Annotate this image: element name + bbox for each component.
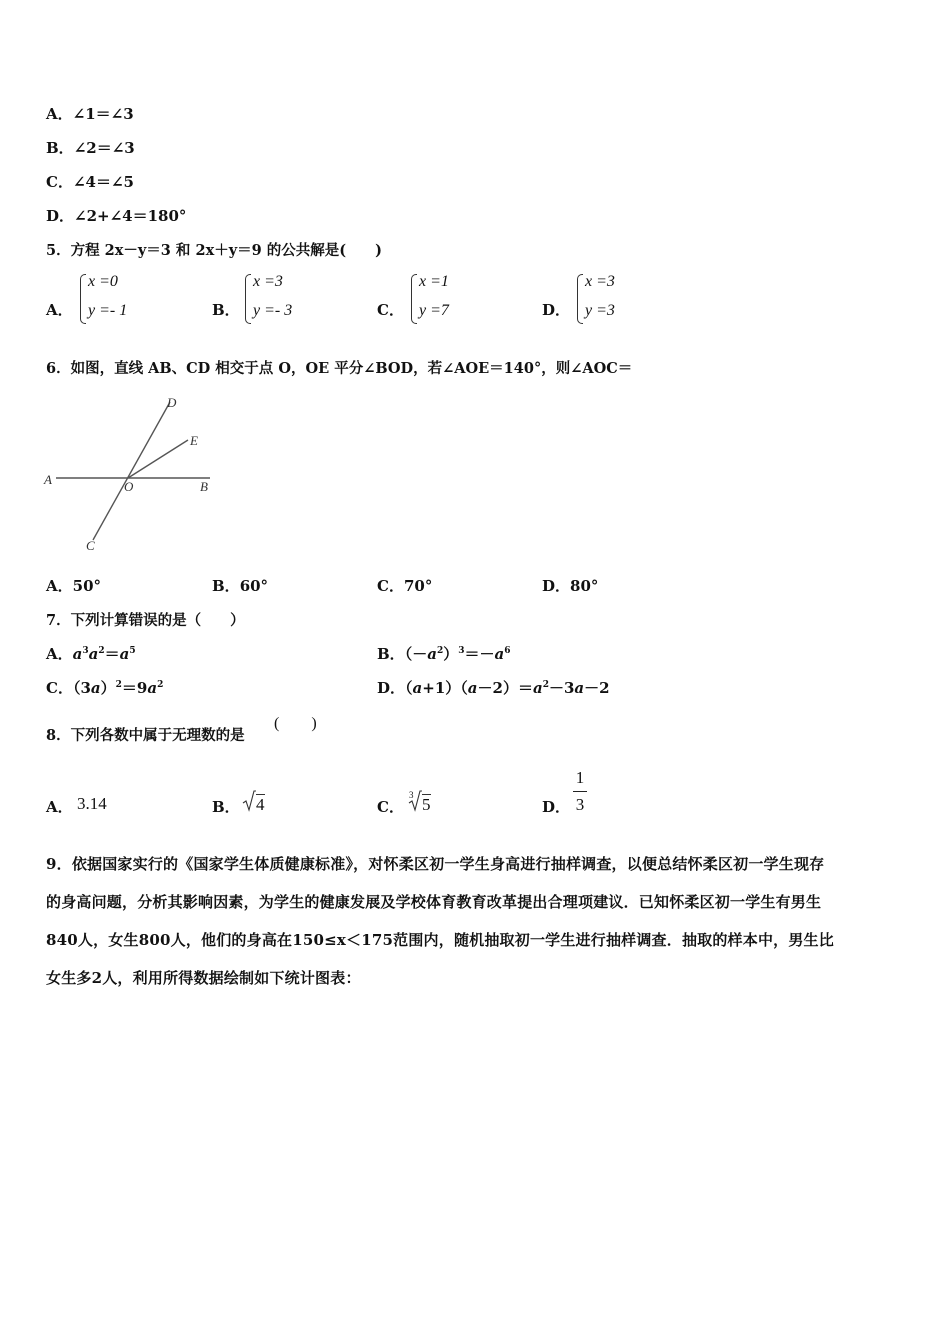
ray-oe	[128, 440, 188, 478]
q6-option-a: A．50°	[46, 577, 102, 595]
q9-line-1: 9．依据国家实行的《国家学生体质健康标准》，对怀柔区初一学生身高进行抽样调查，以便总结怀柔区初一学生现存	[46, 855, 825, 873]
brace-icon	[80, 274, 86, 324]
cube-root-icon	[408, 789, 422, 813]
q7-option-d: D．$(a+1)(a-2)=a^2-3a-2$	[377, 679, 610, 697]
q4-option-d: D．∠2+∠4＝180°	[46, 207, 187, 225]
brace-icon	[411, 274, 417, 324]
q6-option-c: C．70°	[377, 577, 433, 595]
q9-line-4: 女生多2人，利用所得数据绘制如下统计图表：	[46, 969, 361, 987]
q8-answer-paren: ( )	[274, 715, 317, 732]
intersecting-lines-figure	[40, 390, 220, 560]
q7-option-a: A．$a^3a^2=a^5$	[46, 645, 136, 663]
label-d: D	[167, 395, 177, 410]
q6-option-d: D．80°	[542, 577, 599, 595]
label-a: A	[44, 472, 52, 487]
q4-option-a: A．∠1＝∠3	[46, 105, 134, 123]
label-b: B	[200, 479, 208, 494]
label-c: C	[86, 538, 95, 553]
q7-option-b: B．$(-a^2)^3=-a^6$	[377, 645, 511, 663]
q6-stem: 6．如图，直线 AB、CD 相交于点 O，OE 平分∠BOD，若∠AOE＝140°，则∠AOC＝	[46, 360, 633, 377]
q9-line-2: 的身高问题，分析其影响因素，为学生的健康发展及学校体育教育改革提出合理项建议．已知怀柔区初一学生有男生	[46, 893, 822, 911]
q6-option-b: B．60°	[212, 577, 269, 595]
q4-option-c: C．∠4＝∠5	[46, 173, 134, 191]
brace-icon	[245, 274, 251, 324]
square-root-icon	[242, 789, 256, 813]
q4-option-b: B．∠2＝∠3	[46, 139, 135, 157]
q7-option-c: C．$(3a)^2=9a^2$	[46, 679, 164, 697]
fraction: 1 3	[572, 768, 588, 815]
q5-stem: 5．方程 2x－y＝3 和 2x＋y＝9 的公共解是( )	[46, 242, 382, 259]
line-cd	[93, 402, 170, 540]
q7-stem: 7．下列计算错误的是（ ）	[46, 612, 245, 629]
brace-icon	[577, 274, 583, 324]
label-o: O	[124, 479, 134, 494]
label-e: E	[190, 433, 198, 448]
q9-line-3: 840人，女生800人，他们的身高在150≤x＜175范围内，随机抽取初一学生进行抽样调查．抽取的样本中，男生比	[46, 931, 834, 949]
q8-stem: 8．下列各数中属于无理数的是	[46, 727, 245, 744]
